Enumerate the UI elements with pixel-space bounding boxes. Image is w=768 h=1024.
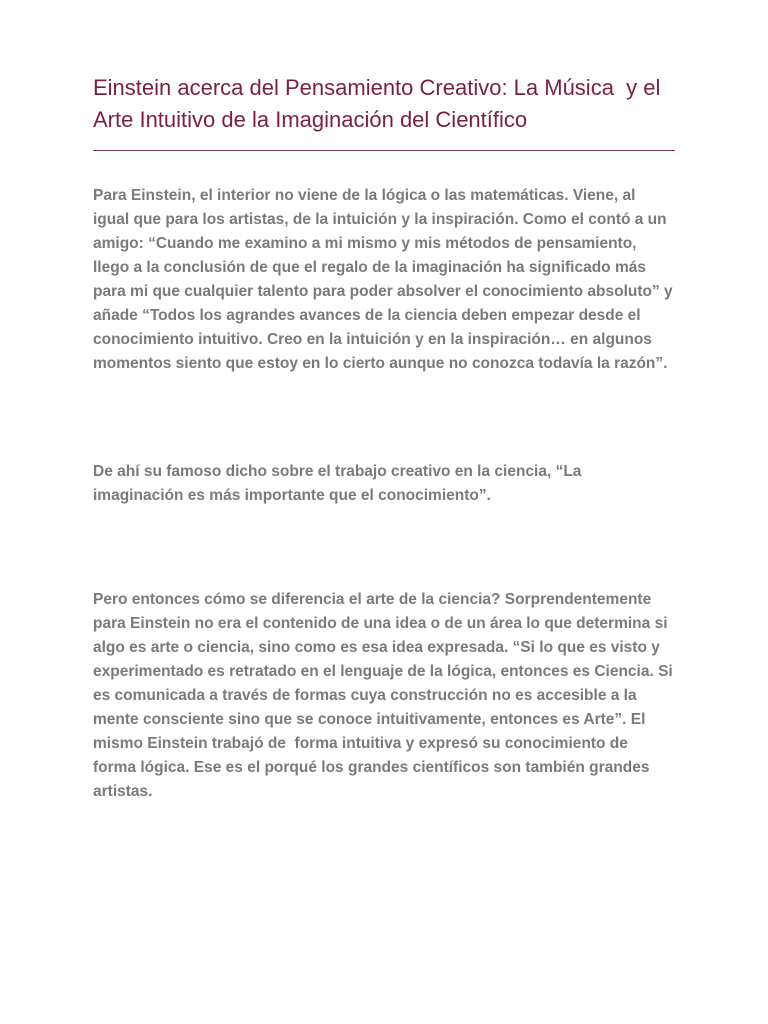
paragraph-quote: De ahí su famoso dicho sobre el trabajo creativo en la ciencia, “La imaginación es más importante que el conocimiento”. [93,463,586,504]
paragraph-intro: Para Einstein, el interior no viene de la lógica o las matemáticas. Viene, al igual que para los artistas, de la intuición y la inspiración. Como el contó a un amigo: “Cuando me examino a mi mismo y mis métodos de pensamiento, llego a la conclusión de que el regalo de la imaginación ha significado más para mi que cualquier talento para poder absolver el conocimiento absoluto” y añade “Todos los agrandes avances de la ciencia deben empezar desde el conocimiento intuitivo. Creo en la intuición y en la inspiración… en algunos momentos siento que estoy en lo cierto aunque no conozca todavía la razón”. [93,187,677,372]
document-title: Einstein acerca del Pensamiento Creativo: La Música y el Arte Intuitivo de la Imaginación del Científico [93,75,666,132]
title-divider [93,150,675,151]
paragraph-art-vs-science: Pero entonces cómo se diferencia el arte de la ciencia? Sorprendentemente para Einstein no era el contenido de una idea o de un área lo que determina si algo es arte o ciencia, sino como es esa idea expresada. “Si lo que es visto y experimentado es retratado en el lenguaje de la lógica, entonces es Ciencia. Si es comunicada a través de formas cuya construcción no es accesible a la mente consciente sino que se conoce intuitivamente, entonces es Arte”. El mismo Einstein trabajó de forma intuitiva y expresó su conocimiento de forma lógica. Ese es el porqué los grandes científicos son también grandes artistas. [93,591,678,800]
document-page [93,72,678,804]
